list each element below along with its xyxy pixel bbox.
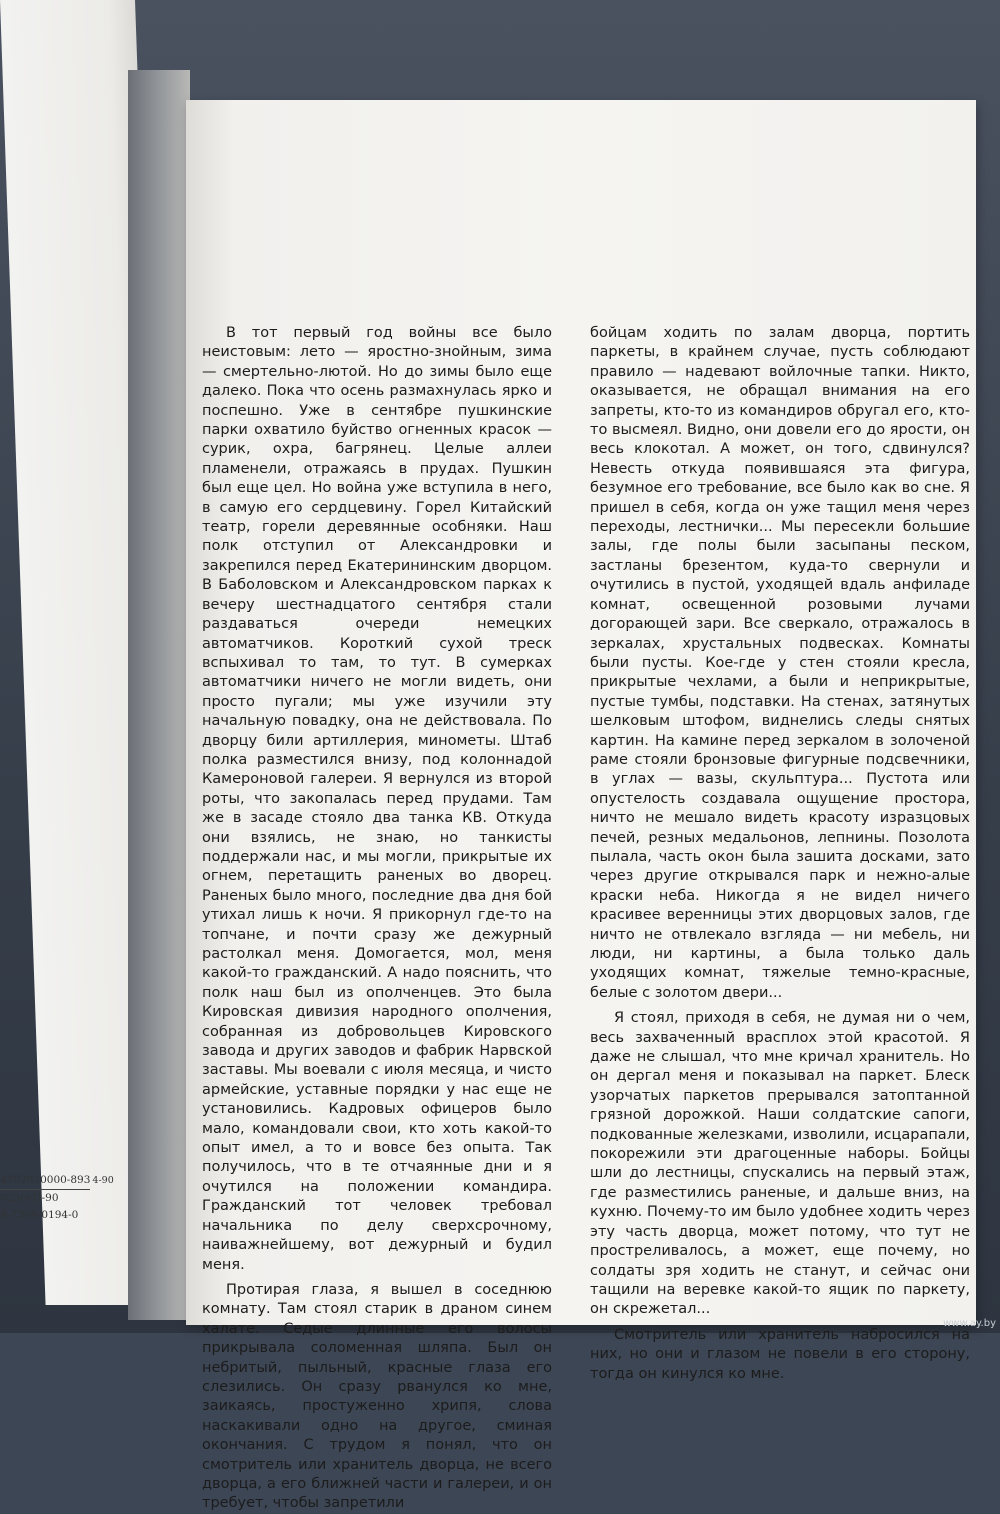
paragraph: Я стоял, приходя в себя, не думая ни о чем, весь захваченный врасплох этой красотой. Я даже не слышал, что мне кричал хранитель. Но он дергал меня и показывал на паркет. Блеск узорчатых паркетов прерывался затоптанной грязной дорожкой. Наши солдатские сапоги, подкованные железками, изволили, исцарапали, покорежили эти драгоценные наборы. Бойцы шли до лестницы, спускались на первый этаж, где разместились раненые, и дальше вниз, на кухню. Почему-то им было удобнее ходить через эту часть дворца, может потому, что тут не простреливалось, а может, еще почему, но солдаты зря ходить не станут, и сейчас они тащили на веревке какой-то ящик по паркету, он скрежетал... [590, 1010, 970, 1318]
text-column-left [202, 324, 552, 1514]
paragraph: Протирая глаза, я вышел в соседнюю комнату. Там стоял старик в драном синем халате. Седые длинные его волосы прикрывала соломенная шляпа. Был он небритый, пыльный, красные глаза его слезились. Он сразу рванулся ко мне, заикаясь, простуженно хрипя, слова наскакивали одно на другое, сминая окончания. С трудом я понял, что он смотритель или хранитель дворца, не всего дворца, а его ближней части и галереи, и он требует, чтобы запретили [202, 1281, 552, 1512]
imprint-block [0, 1172, 120, 1224]
imprint-isbn: S-7300-0194-0 [0, 1209, 79, 1221]
paragraph-continued: бойцам ходить по залам дворца, портить паркеты, в крайнем случае, пусть соблюдают правило — надевают войлочные тапки. Никто, оказывается, не обращал внимания на его запреты, кто-то из командиров обругал его, кто-то высмеял. Видно, они довели его до ярости, он весь клокотал. А может, он того, сдвинулся? Невесть откуда появившаяся эта фигура, безумное его требование, все было как во сне. Я пришел в себя, когда он уже тащил меня через переходы, лестнички... Мы пересекли большие залы, где полы были засыпаны песком, застланы брезентом, куда-то свернули и очутились в пустой, уходящей вдаль анфиладе комнат, освещенной розовыми лучами догорающей зари. Все сверкало, отражалось в зеркалах, хрустальных подвесках. Комнаты были пусты. Кое-где у стен стояли кресла, прикрытые чехлами, а были и неприкрытые, пустые тумбы, подставки. На стенах, затянутых шелковым штофом, виднелись следы снятых картин. На камине перед зеркалом в золоченой раме стояли бронзовые фигурные подсвечники, в углах — вазы, скульптура... Пустота или опустелость создавала ощущение простора, ничто не мешало видеть красоту изразцовых печей, резных медальонов, лепнины. Позолота пылала, часть окон была зашита досками, зато через другие открывался парк и нежно-алые краски неба. Никогда я не видел ничего красивее веренницы этих дворцовых залов, где ничто не отвлекало взгляда — ни мебель, ни люди, ни картины, а была только даль уходящих комнат, тяжелые темно-красные, белые с золотом двери... [590, 325, 970, 1001]
text-column-right [590, 324, 970, 1384]
watermark: www.ay.by [943, 1318, 996, 1329]
paragraph: В тот первый год войны все было неистовым: лето — яростно-знойным, зима — смертельно-лютой. Но до зимы было еще далеко. Пока что осень размахнулась ярко и поспешно. Уже в сентябре пушкинские парки охватило буйство огненных красок — сурик, охра, багрянец. Целые аллеи пламенели, отражаясь в прудах. Пушкин был еще цел. Но война уже вступила в него, в самую его сердцевину. Горел Китайский театр, горели деревянные особняки. Наш полк отступил от Александровки и закрепился перед Екатерининским дворцом. В Баболовском и Александровском парках к вечеру шестнадцатого сентября стали раздаваться очереди немецких автоматчиков. Короткий сухой треск вспыхивал то там, то тут. В сумерках автоматчики ничего не могли видеть, они просто пугали; мы уже изучили эту начальную повадку, она не действовала. По дворцу били артиллерия, минометы. Штаб полка разместился внизу, под колоннадой Камероновой галереи. Я вернулся из второй роты, что закопалась перед прудами. Там же в засаде стояло два танка КВ. Откуда они взялись, не знаю, но танкисты поддержали нас, и мы могли, прикрытые их огнем, перетащить раненых во дворец. Раненых было много, последние два дня бой утихал лишь к ночи. Я прикорнул где-то на топчане, и почти сразу же дежурный растолкал меня. Домогается, мол, меня какой-то гражданский. А надо пояснить, что полк наш был из ополченцев. Это была Кировская дивизия народного ополчения, собранная из добровольцев Кировского завода и других заводов и фабрик Нарвской заставы. Мы воевали с июля месяца, и чисто армейские, уставные порядки у нас еще не установились. Кадровых офицеров было мало, командовали свои, кто хоть какой-то опыт имел, а то и вовсе без опыта. Так получилось, что в те отчаянные дни и я очутился на положении командира. Гражданский тот человек требовал начальника по делу сверхсрочному, наиважнейшему, вот дежурный и будил меня. [202, 325, 552, 1273]
imprint-fraction-top: 4702020000-893 [0, 1172, 90, 1190]
imprint-fraction-suffix: 4-90 [92, 1175, 114, 1186]
book-gutter [128, 70, 190, 1320]
imprint-fraction-row [0, 1172, 120, 1190]
imprint-fraction-bottom: 023(01)-90 [0, 1192, 59, 1204]
paragraph: Смотритель или хранитель набросился на них, но они и глазом не повели в его сторону, тогда он кинулся ко мне. [590, 1326, 970, 1382]
